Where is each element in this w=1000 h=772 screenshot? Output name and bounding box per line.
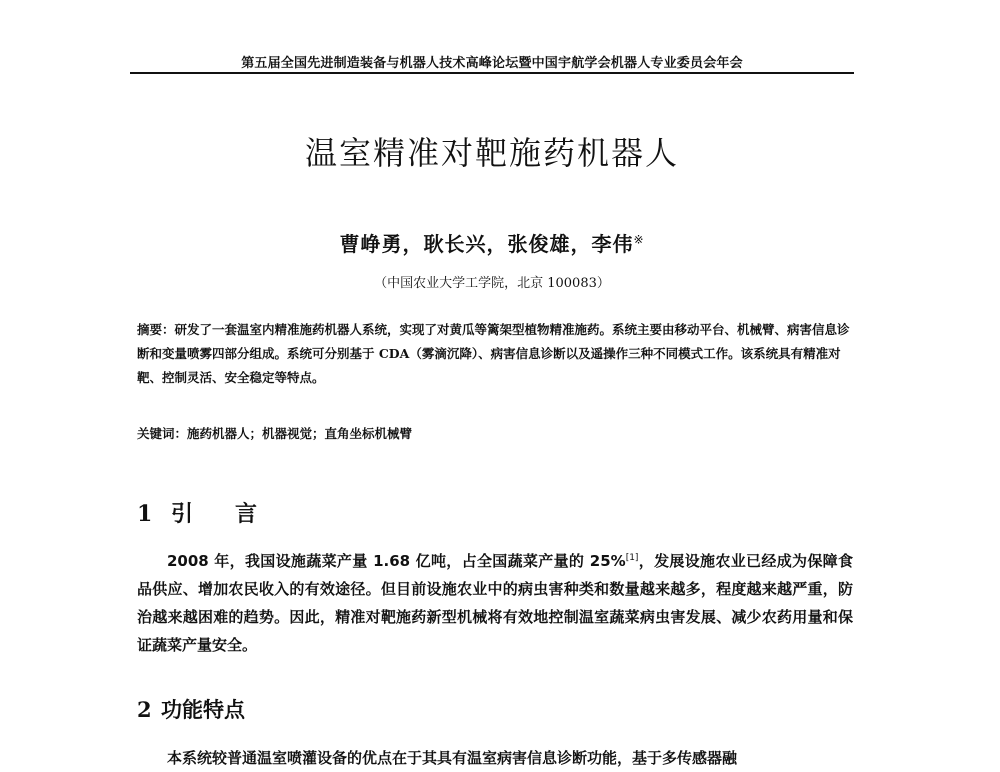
citation-ref: [1]: [625, 553, 639, 563]
abstract-text: 研发了一套温室内精准施药机器人系统，实现了对黄瓜等篱架型植物精准施药。系统主要由移动平台、机械臂、病害信息诊断和变量喷雾四部分组成。系统可分别基于 CDA（雾滴沉降）、病害信息诊断以及遥操作三种不同模式工作。该系统具有精准对靶、控制灵活、安全稳定等特点。: [137, 322, 850, 385]
corresponding-mark: ※: [633, 232, 645, 247]
section-1-number: 1: [137, 501, 153, 527]
abstract-label: 摘要：: [137, 322, 175, 337]
author-names: 曹峥勇，耿长兴，张俊雄，李伟: [339, 232, 634, 256]
section-2-title: 功能特点: [161, 697, 245, 722]
section-1-title-char-1: 引: [171, 501, 194, 527]
author-list: [130, 228, 854, 257]
section-1-text-b: ，发展设施农业已经成为保障食品供应、增加农民收入的有效途径。但目前设施农业中的病虫害种类和数量越来越多，程度越来越严重，防治越来越困难的趋势。因此，精准对靶施药新型机械将有效地控制温室蔬菜病虫害发展、减少农药用量和保证蔬菜产量安全。: [137, 552, 853, 654]
section-1-text-a: 2008 年，我国设施蔬菜产量 1.68 亿吨，占全国蔬菜产量的 25%: [167, 552, 626, 570]
abstract: [137, 318, 853, 390]
section-2-heading: [137, 694, 245, 724]
section-1-title-char-2: 言: [235, 501, 258, 527]
header-rule: [130, 72, 854, 74]
section-2-paragraph: 本系统较普通温室喷灌设备的优点在于其具有温室病害信息诊断功能，基于多传感器融: [167, 749, 738, 767]
section-1-paragraph: [137, 544, 853, 659]
keywords-label: 关键词：: [137, 426, 188, 441]
section-1-heading: [137, 497, 257, 528]
affiliation: （中国农业大学工学院，北京 100083）: [374, 276, 610, 291]
keywords-text: 施药机器人；机器视觉；直角坐标机械臂: [187, 426, 413, 441]
paper-title: 温室精准对靶施药机器人: [304, 134, 679, 172]
running-header: 第五届全国先进制造装备与机器人技术高峰论坛暨中国宇航学会机器人专业委员会年会: [241, 56, 743, 71]
keywords: [137, 424, 853, 442]
section-2-number: 2: [137, 697, 152, 722]
